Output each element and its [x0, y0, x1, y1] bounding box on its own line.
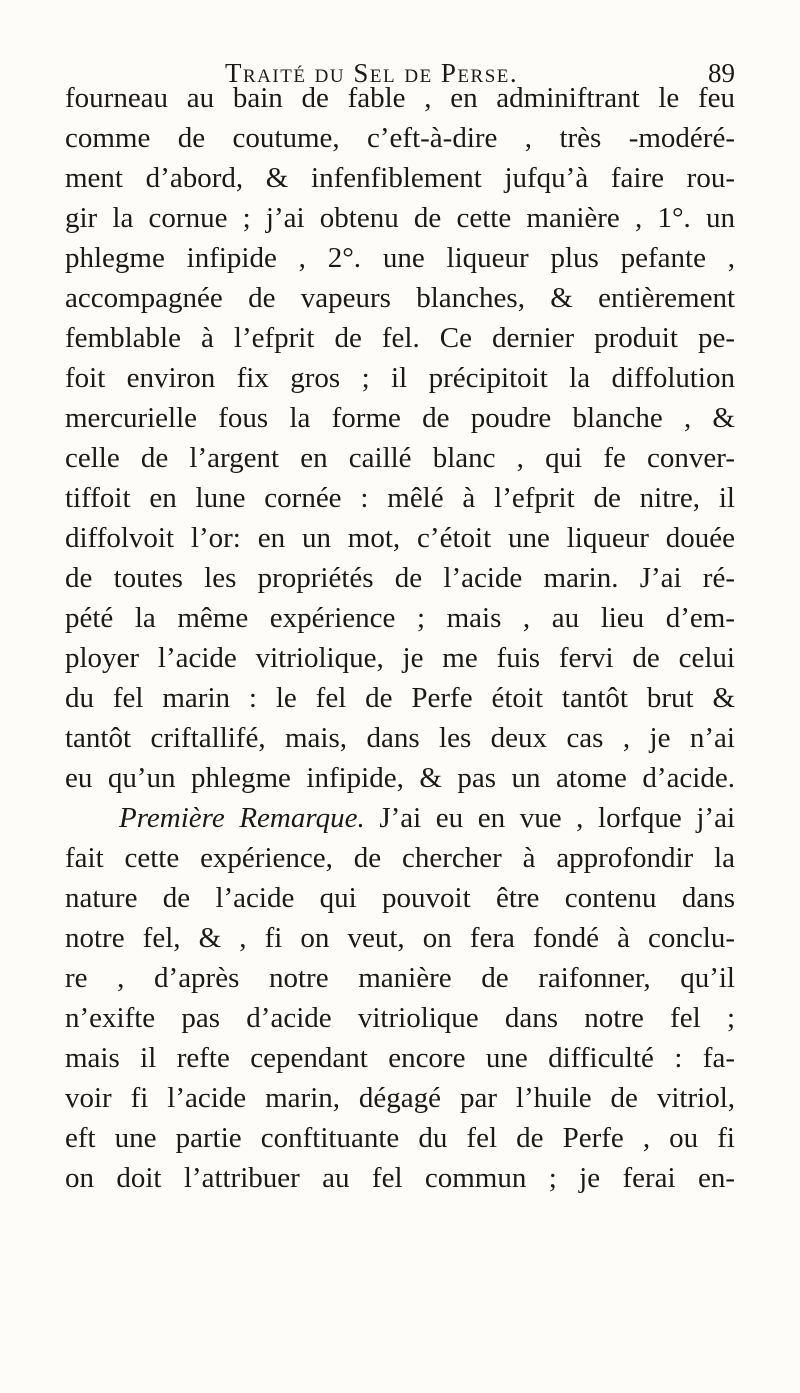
- page-number: 89: [708, 58, 735, 88]
- running-title: Traité du Sel de Perse.: [225, 58, 519, 88]
- text-line: eft une partie conftituante du fel de Perfe , ou fi: [65, 1122, 735, 1154]
- text-line: re , d’après notre manière de raifonner, qu’il: [65, 962, 735, 994]
- remark-text: J’ai eu en vue , lorfque j’ai: [364, 802, 736, 834]
- text-line: tantôt criftallifé, mais, dans les deux cas , je n’ai: [65, 722, 735, 754]
- text-line: tiffoit en lune cornée : mêlé à l’efprit de nitre, il: [65, 482, 735, 514]
- text-line: celle de l’argent en caillé blanc , qui fe conver-: [65, 442, 735, 474]
- text-line: femblable à l’efprit de fel. Ce dernier produit pe-: [65, 322, 735, 354]
- text-line: mais il refte cependant encore une difficulté : fa-: [65, 1042, 735, 1074]
- text-line: de toutes les propriétés de l’acide marin. J’ai ré-: [65, 562, 735, 594]
- text-line: voir fi l’acide marin, dégagé par l’huile de vitriol,: [65, 1082, 735, 1114]
- text-line: fait cette expérience, de chercher à approfondir la: [65, 842, 735, 874]
- text-line: comme de coutume, c’eft-à-dire , très -modéré-: [65, 122, 735, 154]
- text-line: ment d’abord, & infenfiblement jufqu’à faire rou-: [65, 162, 735, 194]
- text-line: accompagnée de vapeurs blanches, & entièrement: [65, 282, 735, 314]
- text-line: pété la même expérience ; mais , au lieu d’em-: [65, 602, 735, 634]
- text-line: ployer l’acide vitriolique, je me fuis fervi de celui: [65, 642, 735, 674]
- text-line: gir la cornue ; j’ai obtenu de cette manière , 1°. un: [65, 202, 735, 234]
- remark-heading: Première Remarque.: [119, 802, 365, 834]
- text-line: diffolvoit l’or: en un mot, c’étoit une liqueur douée: [65, 522, 735, 554]
- text-line: eu qu’un phlegme infipide, & pas un atome d’acide.: [65, 762, 735, 794]
- text-line: mercurielle fous la forme de poudre blanche , &: [65, 402, 735, 434]
- text-line: du fel marin : le fel de Perfe étoit tantôt brut &: [65, 682, 735, 714]
- text-line: nature de l’acide qui pouvoit être contenu dans: [65, 882, 735, 914]
- text-line: fourneau au bain de fable , en adminiftrant le feu: [65, 82, 735, 114]
- text-line: foit environ fix gros ; il précipitoit la diffolution: [65, 362, 735, 394]
- text-line: phlegme infipide , 2°. une liqueur plus pefante ,: [65, 242, 735, 274]
- text-line: on doit l’attribuer au fel commun ; je ferai en-: [65, 1162, 735, 1194]
- text-line: n’exifte pas d’acide vitriolique dans notre fel ;: [65, 1002, 735, 1034]
- remark-line: [65, 799, 735, 837]
- text-line: notre fel, & , fi on veut, on fera fondé à conclu-: [65, 922, 735, 954]
